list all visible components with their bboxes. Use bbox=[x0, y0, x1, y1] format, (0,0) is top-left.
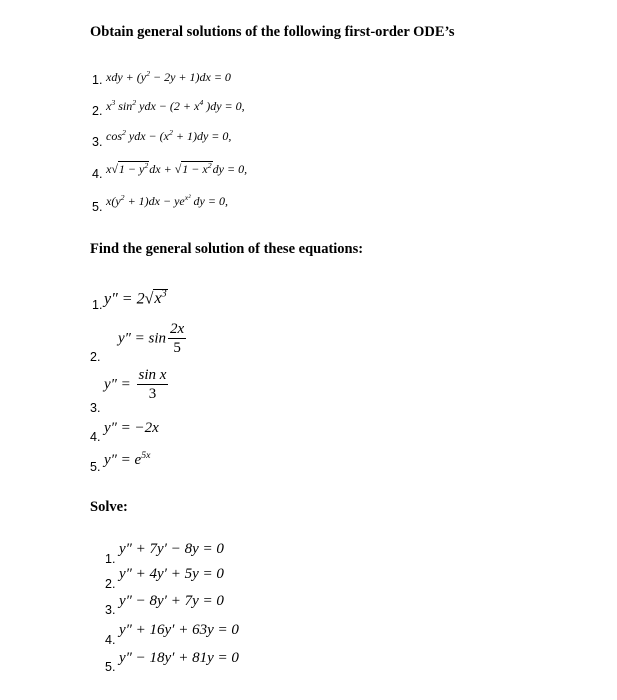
s2-equation-5: $y'' = e^{5x}$ bbox=[104, 450, 151, 468]
s3-equation-5: y″ − 18y′ + 81y = 0 bbox=[119, 650, 239, 666]
s2-equation-3: y″ = $\frac{\text{sin x}}{3}$ bbox=[104, 367, 167, 403]
s3-number-4: 4. bbox=[105, 633, 116, 647]
s2-number-4: 4. bbox=[90, 430, 101, 444]
s3-number-3: 3. bbox=[105, 603, 116, 617]
s1-number-2: 2. bbox=[92, 104, 103, 118]
section1-heading: Obtain general solutions of the following first-order ODE’s bbox=[90, 24, 455, 40]
s1-equation-1: xdy + $(y^2 - 2y + 1)dx = 0$ bbox=[106, 69, 231, 84]
s3-number-1: 1. bbox=[105, 552, 116, 566]
s3-equation-4: y″ + 16y′ + 63y = 0 bbox=[119, 622, 239, 638]
s3-equation-2: y″ + 4y′ + 5y = 0 bbox=[119, 566, 224, 582]
s2-equation-1: $y'' = 2√x^3$ bbox=[104, 289, 167, 308]
s2-number-3: 3. bbox=[90, 401, 101, 415]
s2-number-5: 5. bbox=[90, 460, 101, 474]
s3-equation-1: y″ + 7y′ − 8y = 0 bbox=[119, 541, 224, 557]
s2-equation-2: y″ = sin $\frac{2x}{5}$ bbox=[118, 321, 185, 357]
s1-equation-5: $x(y^2 + 1)dx - ye^{x^2}$ dy = 0, bbox=[106, 193, 228, 208]
s1-number-1: 1. bbox=[92, 73, 103, 87]
section3-heading: Solve: bbox=[90, 499, 128, 515]
s1-equation-3: $\cos^2$ ydx − $(x^2 + 1)dy = 0$, bbox=[106, 128, 232, 143]
s2-equation-4: y″ = −2x bbox=[104, 420, 159, 436]
s1-equation-4: $x√1 - y^2dx + √1 - x^2dy = 0$, bbox=[106, 161, 248, 176]
s3-equation-3: y″ − 8y′ + 7y = 0 bbox=[119, 593, 224, 609]
s1-number-3: 3. bbox=[92, 135, 103, 149]
s3-number-5: 5. bbox=[105, 660, 116, 674]
s2-number-2: 2. bbox=[90, 350, 101, 364]
s3-number-2: 2. bbox=[105, 577, 116, 591]
s1-equation-2: $x^3$ $\sin^2$ ydx − ($2 + x^4$ )dy = 0, bbox=[106, 98, 245, 113]
s1-number-5: 5. bbox=[92, 200, 103, 214]
section2-heading: Find the general solution of these equations: bbox=[90, 241, 364, 257]
s1-number-4: 4. bbox=[92, 167, 103, 181]
s2-number-1: 1. bbox=[92, 298, 103, 312]
